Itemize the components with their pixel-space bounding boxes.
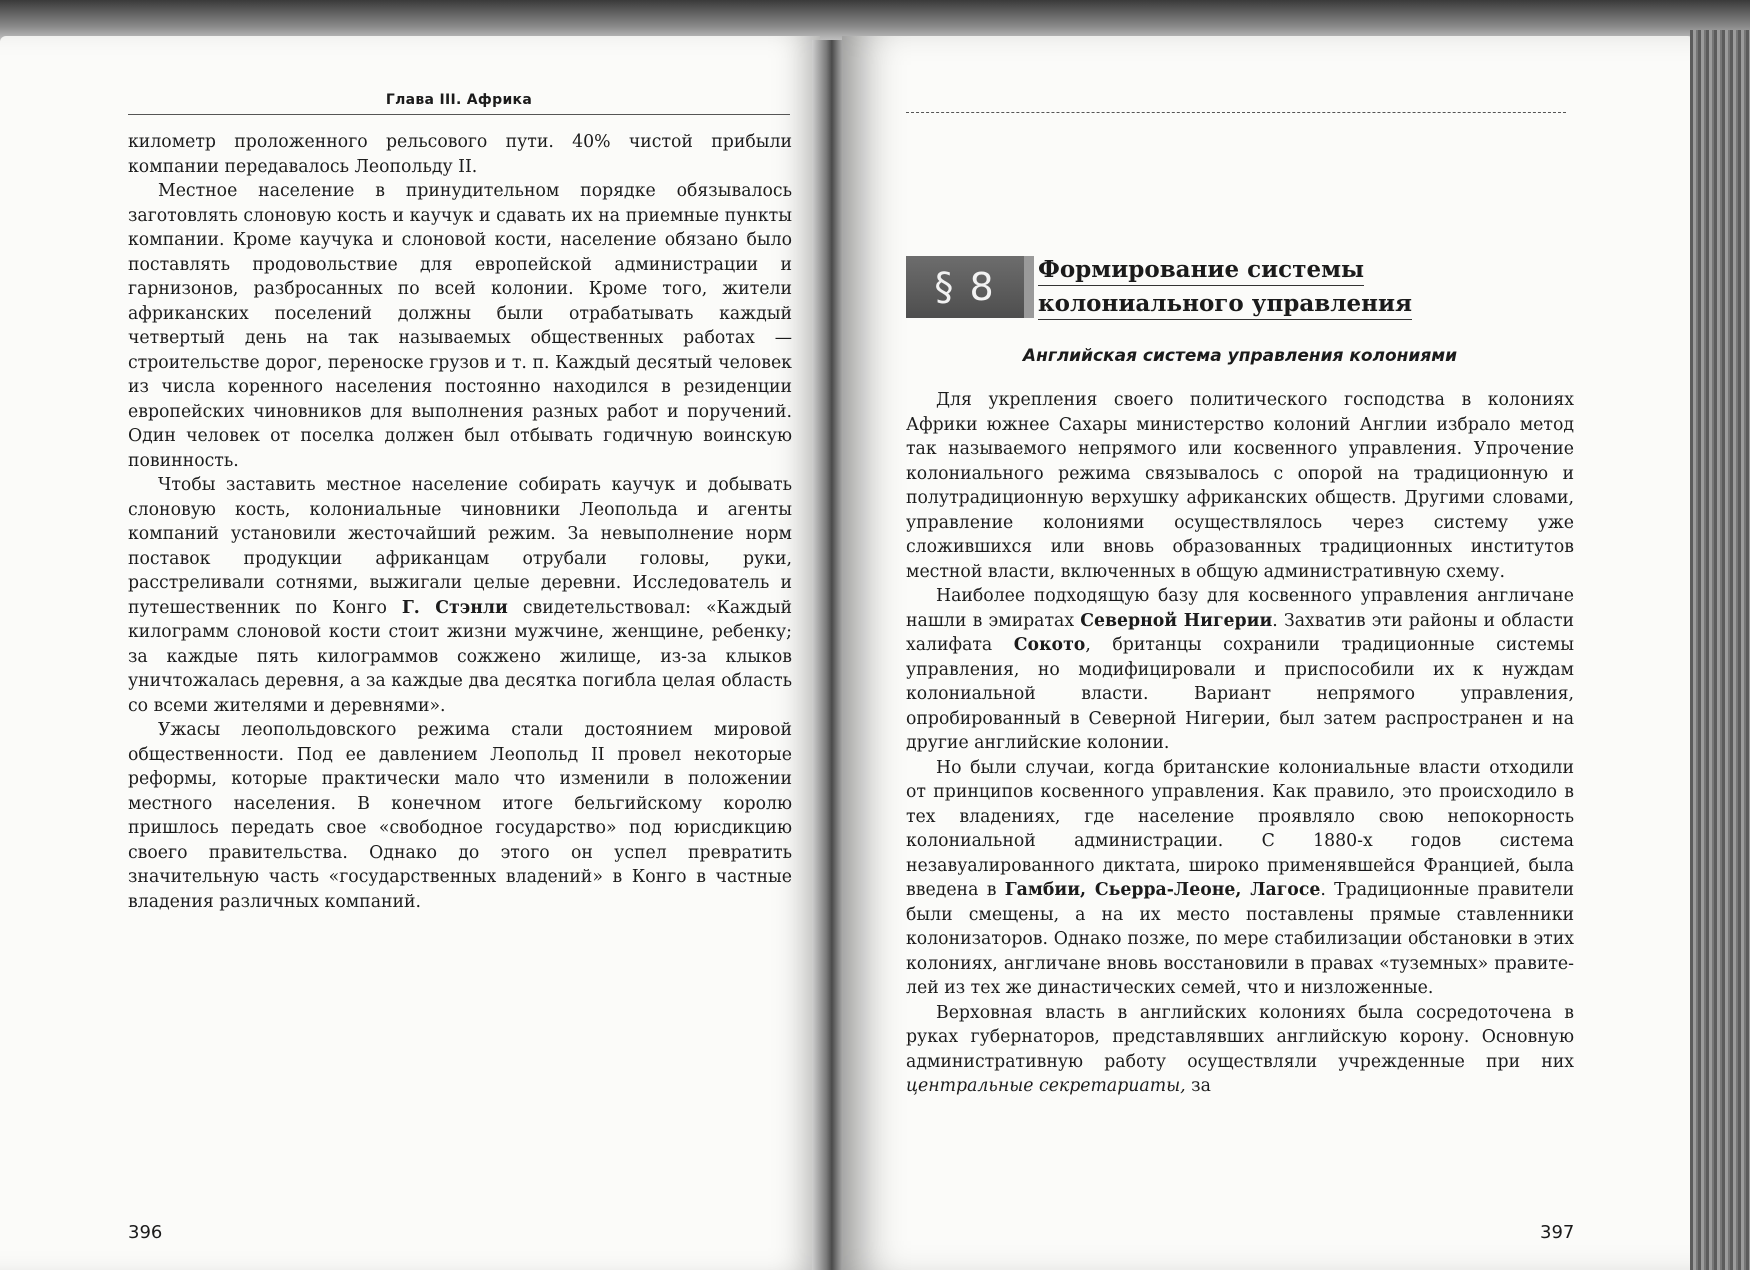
right-page bbox=[842, 36, 1692, 1270]
running-head: Глава III. Африка bbox=[385, 92, 533, 108]
paragraph: километр проложенного рельсового пути. 40% чистой прибыли компании передавалось Леопольду II. bbox=[128, 132, 792, 177]
page-edges bbox=[1690, 30, 1750, 1270]
page-number: 396 bbox=[128, 1222, 163, 1243]
paragraph: Местное население в принудительном порядке обязывалось заготовлять слоновую кость и каучук и сдавать их на приемные пункты компании. Кроме каучука и слоновой кости, население обязано было поставлять продовольствие для европейской администрации и гарнизонов, разбросанных по всей колонии. Кроме того, жители африканских поселений должны были отрабатывать каждый четвертый день на так называемых общественных работах — строительстве дорог, переноске грузов и т. п. Каждый десятый человек из числа коренного населения постоянно находился в резиденции европейских чиновников для выполнения разных работ и поручений. Один человек от поселка должен был отбывать годичную воинскую повинность. bbox=[128, 181, 792, 471]
text-run: за bbox=[1185, 1076, 1211, 1096]
text-run: Наиболее подходящую базу для косвенного управления англичане нашли в эмиратах bbox=[906, 586, 1574, 631]
text-run: свидетельствовал: «Каждый килограмм слоновой кости стоит жизни мужчине, женщине, ребенку; за каждые пять килограммов сожжено жилище, из-за клыков уничтожалась деревня, а за каждые два десятка погибла целая область со всеми жителями и деревнями». bbox=[128, 597, 793, 716]
header-rule bbox=[128, 114, 790, 115]
paragraph: Ужасы леопольдовского режима стали достоянием мировой общественности. Под ее давлением Леопольд II провел некоторые реформы, которые практически мало что изменили в положении местного населения. В конечном итоге бельгийскому королю пришлось передать свое «свободное государство» под юрисдикцию своего правительства. Однако до этого он успел превратить значительную часть «государственных владений» в Конго в частные владения различных компаний. bbox=[128, 720, 792, 912]
paragraph bbox=[128, 473, 792, 718]
bold-term: Сокото bbox=[1013, 635, 1086, 655]
text-run: . Традиционные правители были смещены, а на их место поставлены прямые ставленники колонизаторов. Однако позже, по мере стабилизации обстановки в этих колониях, англичане вновь восстановили в правах «туземных» правителей из тех же династических семей, что и низложенные. bbox=[906, 880, 1574, 998]
paragraph bbox=[906, 1001, 1574, 1099]
right-body-text bbox=[906, 388, 1574, 1099]
bold-name: Г. Стэнли bbox=[401, 597, 508, 618]
text-run: Но были случаи, когда британские колониальные власти отходили от принципов косвенного управления. Как правило, это происходило в тех владениях, где население проявляло свою непокорность колониальной администрации. С 1880-х годов система незавуалированного диктата, широко применявшейся Францией, была введена в bbox=[906, 757, 1574, 900]
left-page bbox=[0, 36, 820, 1270]
text-run: , британцы сохранили традиционные системы управления, но модифицировали и приспособили их к нуждам колониальной власти. Вариант непрямого управления, опробированный в Северной Нигерии, был затем распространен и на другие английские колонии. bbox=[906, 635, 1574, 753]
page-number: 397 bbox=[1540, 1222, 1575, 1243]
text-run: Верховная власть в английских колониях была сосредоточена в руках губернаторов, представлявших английскую корону. Основную административную работу осуществляли учрежденные при них bbox=[906, 1002, 1574, 1072]
paragraph: Для укрепления своего политического господства в колониях Африки южнее Сахары министерство колоний Англии избрало метод так называемого непрямого или косвенного управления. Упрочение колониального режима связывалось с опорой на традиционную и полутрадиционную верхушку африканских обществ. Другими словами, управление колониями осуществлялось через систему уже сложившихся или вновь образованных традиционных институтов местной власти, включенных в общую административную схему. bbox=[906, 390, 1574, 582]
italic-term: центральные секретариаты, bbox=[906, 1076, 1186, 1096]
text-run: . Захватив эти районы и области халифата bbox=[906, 610, 1574, 655]
subheading: Английская система управления колониями bbox=[1022, 346, 1458, 366]
bold-term: Северной Нигерии bbox=[1080, 610, 1273, 631]
section-number-badge: § 8 bbox=[906, 256, 1034, 318]
paragraph bbox=[906, 584, 1574, 756]
section-title-line: колониального управления bbox=[1038, 288, 1412, 320]
paragraph bbox=[906, 756, 1574, 1001]
section-title bbox=[1038, 254, 1498, 322]
header-rule bbox=[906, 112, 1566, 113]
section-title-line: Формирование системы bbox=[1038, 254, 1364, 286]
text-run: Чтобы заставить местное население собирать каучук и добывать слоновую кость, колониальные чиновники Леопольда и агенты компаний установили жесточайший режим. За невыполнение норм поставок продукции африканцам отрубали головы, руки, расстреливали сотнями, выжигали целые деревни. Исследователь и путешественник по Конго bbox=[128, 475, 792, 618]
left-body-text bbox=[128, 130, 792, 914]
bold-term: Гамбии, Сьерра-Леоне, Лагосе bbox=[1004, 880, 1321, 900]
